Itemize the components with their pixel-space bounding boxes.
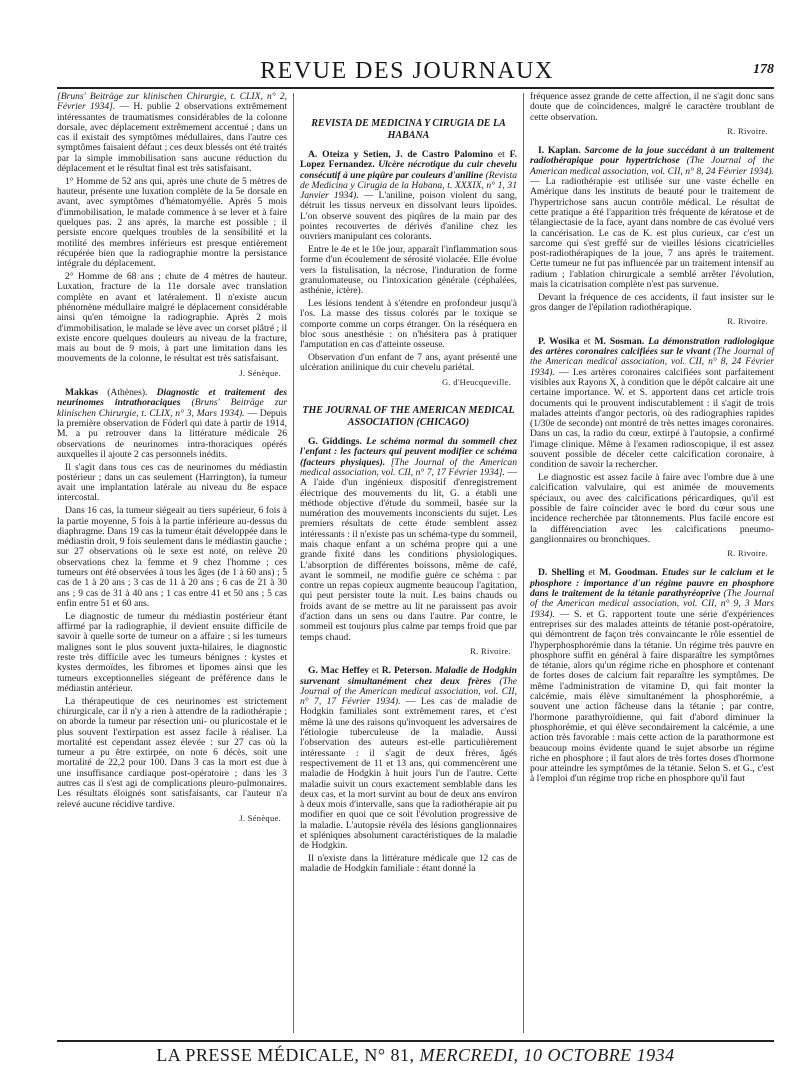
article-paragraph: 2° Homme de 68 ans ; chute de 4 mètres de hauteur. Luxation, fracture de la 11e dorsale avec translation complète en avant et latéralement. Il n'existe aucun phénomène médullaire malgré le déplacement considérable ainsi qu'en témoigne la radiographie. Après 2 mois d'immobilisation, le malade se lève avec un corset plâtré ; il existe encore quelques douleurs au niveau de la fracture, mais au bout de 9 mois, à part une limitation dans les mouvements de la colonne, le résultat est très satisfaisant. (57, 271, 287, 365)
article-paragraph: fréquence assez grande de cette affection, il ne s'agit donc sans doute que de coïncidences, malgré le caractère troublant de cette observation. (530, 91, 774, 123)
article-paragraph (300, 666, 517, 851)
signature: R. Rivoire. (470, 645, 511, 656)
author: G. Mac Heffey (308, 665, 369, 677)
text: et (493, 149, 510, 160)
article-paragraph: Observation d'un enfant de 7 ans, ayant présenté une ulcération anilinique du cuir chevelu pariétal. (300, 352, 517, 374)
article-paragraph: Il s'agit dans tous ces cas de neurinomes du médiastin postérieur ; dans un cas seulement (Harrington), la tumeur avait une implantation latérale au niveau du 8e espace intercostal. (57, 461, 287, 504)
author: D. Shelling (538, 567, 585, 579)
signature: J. Sénèque. (239, 367, 281, 378)
article-paragraph: Dans 16 cas, la tumeur siégeait au tiers supérieur, 6 fois à la partie moyenne, 5 fois à la partie inférieure au-dessus du diaphragme. Dans 19 cas la tumeur était développée dans le médiastin droit, 9 fois seulement dans le médiastin gauche ; sur 27 observations où le sexe est noté, on relève 20 observations chez la femme et 9 chez l'homme ; ces tumeurs ont été observées à tous les âges (de 1 à 60 ans) ; 5 cas de 1 à 20 ans ; 3 cas de 11 à 20 ans ; 6 cas de 21 à 30 ans ; 9 cas de 31 à 40 ans ; 1 cas entre 41 et 50 ans ; 5 cas enfin entre 51 et 60 ans. (57, 505, 287, 609)
page-title: REVUE DES JOURNAUX (260, 58, 554, 84)
article-title: Etudes sur le calcium et le phosphore : importance d'un régime pauvre en phosphore dans le traitement de la tétanie parathyréoprive (530, 567, 774, 600)
author: G. Giddings. (308, 436, 362, 448)
text: — Les artères coronaires calcifiées sont parfaitement visibles aux Rayons X, à condition que le dépôt calcaire ait une certaine importance. W. et S. apportent dans cet article trois documents qui le prouvent indiscutablement : il s'agit de trois malades atteints d'angor pectoris, où des radiographies rapides (1/30e de seconde) ont montré de très nettes images coronaires. Dans un cas, la radio du cœur, extirpé à l'autopsie, a confirmé l'image clinique. Même à l'examen radioscopique, il est assez souvent possible de déceler cette calcification coronaire, à condition de savoir la rechercher. (530, 366, 774, 471)
column-2 (300, 92, 517, 877)
author: P. Wosika (538, 335, 580, 347)
page-header (57, 58, 774, 88)
column-divider (523, 93, 524, 1033)
page-footer (57, 1045, 774, 1066)
text: et (584, 567, 600, 579)
place: (Athènes). (98, 387, 157, 399)
citation: (Bruns' Beiträge zur klinischen Chirurgie, t. CLIX, n° 3, Mars 1934). (57, 397, 287, 419)
article-title: Le schéma normal du sommeil chez l'enfant : les facteurs qui peuvent modifier ce schéma (facteurs physiques). (300, 436, 517, 468)
text: et (368, 665, 382, 677)
signature: R. Rivoire. (727, 548, 768, 559)
signature: R. Rivoire. (727, 316, 768, 327)
column-1 (57, 92, 287, 833)
article-paragraph (530, 568, 774, 784)
journal-section-title: THE JOURNAL OF THE AMERICAN MEDICAL ASSOCIATION (CHICAGO) (302, 405, 515, 429)
article-paragraph: Il n'existe dans la littérature médicale que 12 cas de maladie de Hodgkin familiale : étant donné la (300, 853, 517, 875)
article-paragraph (300, 437, 517, 643)
article-paragraph: 1° Homme de 52 ans qui, après une chute de 5 mètres de hauteur, présente une luxation complète de la 5e dorsale en avant, avec symptômes d'hématomyélie. Après 5 mois d'immobilisation, le malade commence à se lever et à faire quelques pas. 2 ans après, la marche est possible ; il persiste encore quelques troubles de la sensibilité et la motilité des membres inférieurs est presque entièrement récupérée bien que la radiographie montre la persistance intégrale du déplacement. (57, 175, 287, 270)
article-paragraph: Entre le 4e et le 10e jour, apparaît l'inflammation sous forme d'un écoulement de sérosité violacée. Elle évolue vers la fistulisation, la nécrose, l'induration de forme granulomateuse, ou l'intoxication générale (céphalées, asthénie, ictère). (300, 244, 517, 297)
footer-rule (57, 1040, 774, 1042)
text: — La radiothérapie est utilisée sur une vaste échelle en Amérique dans les instituts de beauté pour le traitement de l'hypertrichose sans aucun contrôle médical. Le résultat de cette pratique a été l'apparition très fréquente de kératose et de télangiectasie de la face, ayant dans nombre de cas évolué vers la cancérisation. Le cas de K. est plus curieux, car c'est un sarcome qui s'est greffé sur de vieilles lésions cicatricielles post-radiothérapiques de la joue, 7 ans après le traitement. Cette tumeur ne fut pas influencée par un traitement intensif au radium ; l'ablation chirurgicale a semblé arrêter l'évolution, mais la cicatrisation complète n'est pas survenue. (530, 176, 774, 291)
article-paragraph (530, 337, 774, 471)
author: M. Goodman. (599, 567, 658, 579)
article-paragraph (300, 150, 517, 243)
article-title: Maladie de Hodgkin survenant simultanément chez deux frères (300, 665, 517, 687)
citation: (Revista de Medicina y Cirugia de la Habana, t. XXXIX, n° 1, 31 Janvier 1934). (300, 169, 517, 202)
article-paragraph (530, 146, 774, 290)
header-rule (57, 87, 774, 89)
article-title: La démonstration radiologique des artères coronaires calcifiées sur le vivant (530, 335, 775, 358)
article-paragraph: Les lésions tendent à s'étendre en profondeur jusqu'à l'os. La masse des tissus colorés par le toxique se comporte comme un corps étranger. On la réséquera en bloc sous anesthésie : on n'hésitera pas à pratiquer l'amputation en cas d'atteinte osseuse. (300, 298, 517, 351)
text: — H. publie 2 observations extrêmement intéressantes de traumatismes considérables de la colonne dorsale, avec déplacement extrêmement accentué ; dans un cas il existait des symptômes médullaires, dans l'autre ces symptômes faisaient défaut ; ces deux blessés ont été traités par la simple immobilisation sans aucune réduction du déplacement et le résultat final est très satisfaisant. (57, 101, 287, 175)
citation: (The Journal of the American medical association, vol. CII, n° 8, 24 Février 1934). (530, 155, 774, 177)
signature: J. Sénèque. (239, 812, 281, 823)
text: — Les cas de maladie de Hodgkin familiales sont extrêmement rares, et c'est même là une des raisons qu'invoquent les adversaires de l'étiologie tuberculeuse de la maladie. Aussi l'observation des auteurs est-elle particulièrement intéressante : il s'agit de deux frères, âgés respectivement de 11 et 13 ans, qui commencèrent une maladie de Hodgkin à huit jours l'un de l'autre. Cette maladie suivit un cours exactement semblable dans les deux cas, et la mort survint au bout de deux ans environ à deux mois d'intervalle, sans que la radiothérapie ait pu modifier en quoi que ce soit l'évolution progressive de la maladie. L'autopsie révéla des lésions ganglionnaires et spléniques absolument caractéristiques de la maladie de Hodgkin. (300, 696, 517, 852)
citation: (The Journal of the American medical association, vol. CII, n° 8, 24 Février 1934). (530, 346, 774, 378)
author: R. Peterson. (381, 665, 433, 677)
page-number: 178 (753, 62, 774, 77)
author: I. Kaplan. (538, 145, 581, 157)
article-paragraph (57, 388, 287, 460)
citation: (The Journal of the American medical association, vol. CII, n° 7, 17 Février 1934). (300, 675, 518, 708)
article-paragraph: La thérapeutique de ces neurinomes est strictement chirurgicale, car il n'y a rien à attendre de la radiothérapie ; on aborde la tumeur par résection uni- ou pluricostale et le plus souvent l'extirpation est assez facile à réaliser. La mortalité est cependant assez élevée : sur 27 cas où la tumeur a pu être extirpée, on note 6 décès, soit une mortalité de 22,2 pour 100. Dans 3 cas la mort est due à une insuffisance cardiaque post-opératoire ; dans les 3 autres cas il s'est agi de complications pleuro-pulmonaires. Les résultats éloignés sont satisfaisants, car l'auteur n'a relevé aucune récidive tardive. (57, 695, 287, 810)
text: et (579, 335, 595, 347)
footer-journal: LA PRESSE MÉDICALE, N° 81, (156, 1045, 415, 1065)
text: — A l'aide d'un ingénieux dispositif d'enregistrement électrique des mouvements du lit, G. a établi une méthode objective d'étude du sommeil, basée sur la numération des mouvements inconscients du sujet. Les premiers résultats de cette étude semblent assez intéressants : il n'existe pas un schéma-type du sommeil, mais chaque enfant a un schéma propre qui a une grande fixité dans les conditions physiologiques. L'absorption de différentes boissons, même de café, avant le sommeil, ne modifie guère ce schéma : par contre un repas copieux augmente beaucoup l'agitation, qui peut persister toute la nuit. Les bains chauds ou froids avant de se mettre au lit ne paraissent pas avoir d'action dans un sens ou dans l'autre. Par contre, le sommeil est toujours plus calme par temps froid que par temps chaud. (300, 466, 517, 643)
article-paragraph: Devant la fréquence de ces accidents, il faut insister sur le gros danger de l'épilation radiothérapique. (530, 291, 774, 314)
citation: [The Journal of the American medical association, vol. CII, n° 7, 17 Février 1934]. (300, 456, 517, 478)
footer-date: MERCREDI, 10 OCTOBRE 1934 (419, 1045, 675, 1065)
article-paragraph (57, 92, 287, 174)
article-title: Ulcère nécrotique du cuir chevelu consécutif à une piqûre par couleurs d'aniline (300, 159, 517, 181)
text: — S. et G. rapportent toute une série d'expériences entreprises sur des malades atteints de tétanie post-opératoire, qui démontrent de façon très convaincante le rôle essentiel de l'hyperphosphorémie dans la tétanie. Un régime très pauvre en phosphore suffit en général à faire disparaître les symptômes de tétanie, alors qu'un régime riche en phosphore et contenant de fortes doses de calcium fait reparaître les symptômes. De même l'administration de vitamine D, qui fait monter la calcémie, mais élève simultanément la phosphorémie, a souvent une action fâcheuse dans la tétanie ; par contre, l'hormone parathyroïdienne, qui fait d'abord diminuer la phosphorémie, et qui élève secondairement la calcémie, a une action très favorable : mais cette action de la parathormone est beaucoup moins évidente quand le sujet absorbe un régime riche en phosphore ; il faut alors de très fortes doses d'hormone pour atteindre les symptômes de la tétanie. Selon S. et G., c'est à l'emploi d'un régime trop riche en phosphore qu'il faut (530, 608, 774, 785)
author: A. Oteiza y Setien, J. de Castro Palomino (308, 149, 494, 160)
column-3 (530, 92, 774, 787)
article-paragraph: Le diagnostic est assez facile à faire avec l'ombre due à une calcification valvulaire, qui est animée de mouvements spéciaux, ou avec des calcifications péricardiques, qu'il est possible de faire coïncider avec le bord du cœur sous une incidence recherchée par tâtonnements. Plus facile encore est la différenciation avec les calcifications pneumo-ganglionnaires ou bronchiques. (530, 472, 774, 545)
journal-section-title: REVISTA DE MEDICINA Y CIRUGIA DE LA HABANA (311, 118, 506, 141)
signature: G. d'Heucqueville. (441, 376, 511, 387)
article-title: Diagnostic et traitement des neurinomes intrathoraciques (57, 387, 287, 409)
citation: (The Journal of the American medical association, vol. CII, n° 9, 3 Mars 1934). (530, 588, 775, 620)
signature: R. Rivoire. (727, 125, 768, 136)
text: — Depuis la première observation de Föderl qui date à partir de 1914, M. a pu retrouver dans la littérature médicale 26 observations de neurinomes intra-thoraciques opérés auxquelles il ajoute 2 cas personnels inédits. (57, 407, 287, 460)
article-title: Sarcome de la joue succédant à un traitement radiothérapique pour hypertrichose (530, 145, 774, 167)
author: M. Sosman. (594, 335, 645, 347)
citation: [Bruns' Beiträge zur klinischen Chirurgie, t. CLIX, n° 2, Février 1934]. (57, 91, 287, 113)
text: — L'aniline, poison violent du sang, détruit les tissus nerveux en dissolvant leurs lipoïdes. L'on observe souvent des piqûres de la main par des pointes recouvertes de dérivés d'aniline chez les ouvriers manipulant ces colorants. (300, 190, 517, 243)
article-paragraph: Le diagnostic de tumeur du médiastin postérieur étant affirmé par la radiographie, il devient ensuite difficile de savoir à quelle sorte de tumeur on a affaire ; si les tumeurs malignes sont le plus souvent juxta-hilaires, le diagnostic reste très difficile avec les tumeurs bénignes : kystes et kystes dermoïdes, les fibromes et lipomes ainsi que les tumeurs exceptionnelles siégeant de préférence dans le médiastin antérieur. (57, 610, 287, 694)
column-divider (293, 93, 294, 1033)
author: Makkas (65, 387, 99, 399)
author: F. Lopez Fernandez. (300, 149, 517, 171)
